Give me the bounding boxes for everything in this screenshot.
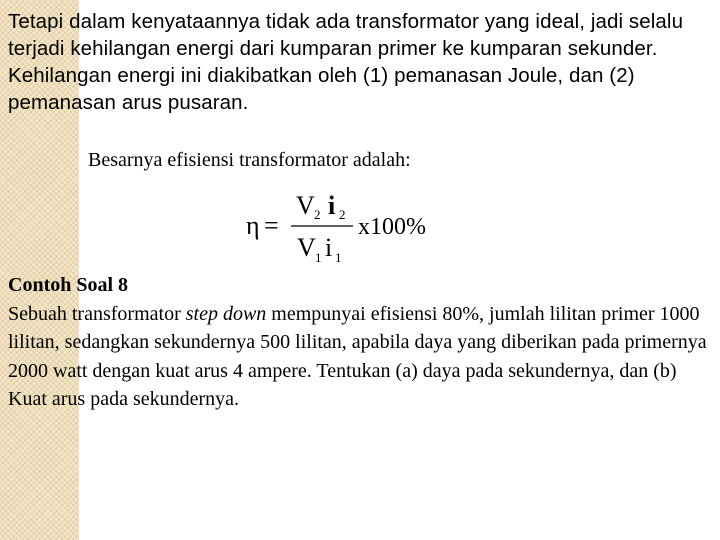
- formula-equals: =: [264, 211, 279, 240]
- formula-denominator-i: i: [325, 233, 333, 262]
- formula-multiplier: x100%: [358, 214, 426, 240]
- formula-denominator-v-sub: 1: [315, 250, 322, 265]
- efficiency-label: Besarnya efisiensi transformator adalah:: [88, 149, 411, 171]
- formula-numerator-v-sub: 2: [314, 207, 321, 222]
- example-title: Contoh Soal 8: [8, 274, 129, 296]
- intro-paragraph: Tetapi dalam kenyataannya tidak ada transformator yang ideal, jadi selalu terjadi kehilangan energi dari kumparan primer ke kumparan sekunder. Kehilangan energi ini diakibatkan oleh (1) pemanasan Joule, dan (2) pemanasan arus pusaran.: [8, 10, 684, 114]
- example-problem: [8, 271, 718, 414]
- example-body-end: mempunyai efisiensi 80%, jumlah lilitan primer 1000 lilitan, sedangkan sekundernya 500 lilitan, apabila daya yang diberikan pada primernya 2000 watt dengan kuat arus 4 ampere. Tentukan (a) daya pada sekundernya, dan (b) Kuat arus pada sekundernya.: [8, 302, 707, 410]
- formula-eta: η: [246, 211, 260, 240]
- formula-numerator-v: V: [296, 191, 315, 220]
- example-body-italic: step down: [185, 302, 267, 325]
- formula-denominator-i-sub: 1: [335, 250, 342, 265]
- example-body-start: Sebuah transformator: [8, 302, 186, 325]
- formula-numerator-i: i: [328, 191, 336, 220]
- formula-denominator-v: V: [297, 233, 316, 262]
- formula-numerator-i-sub: 2: [339, 207, 346, 222]
